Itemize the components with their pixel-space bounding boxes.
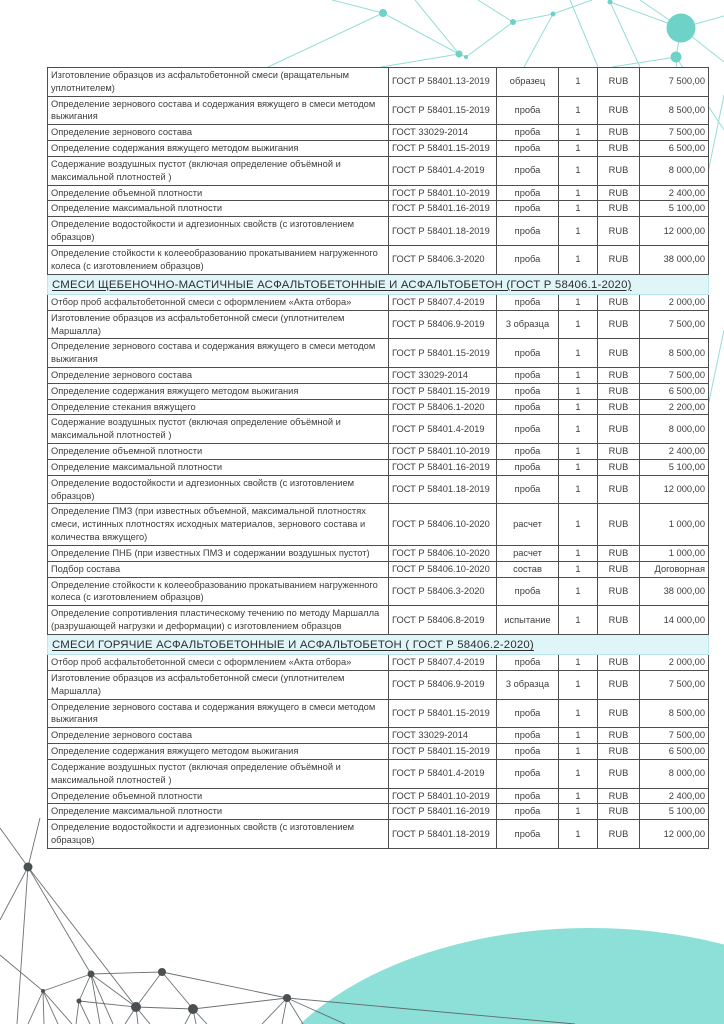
quantity-cell: 1 — [559, 294, 598, 310]
quantity-cell: 1 — [559, 156, 598, 185]
unit-cell: проба — [497, 245, 559, 274]
currency-cell: RUB — [598, 367, 640, 383]
currency-cell: RUB — [598, 545, 640, 561]
standard-cell: ГОСТ Р 58406.10-2020 — [389, 561, 497, 577]
standard-cell: ГОСТ Р 58401.18-2019 — [389, 475, 497, 504]
price-cell: 14 000,00 — [640, 606, 709, 635]
price-cell: 6 500,00 — [640, 141, 709, 157]
quantity-cell: 1 — [559, 399, 598, 415]
unit-cell: расчет — [497, 545, 559, 561]
unit-cell: 3 образца — [497, 670, 559, 699]
quantity-cell: 1 — [559, 606, 598, 635]
service-name-cell: Определение объемной плотности — [48, 444, 389, 460]
price-cell: 8 000,00 — [640, 415, 709, 444]
service-name-cell: Подбор состава — [48, 561, 389, 577]
quantity-cell: 1 — [559, 699, 598, 728]
service-name-cell: Отбор проб асфальтобетонной смеси с оформлением «Акта отбора» — [48, 294, 389, 310]
currency-cell: RUB — [598, 459, 640, 475]
service-name-cell: Определение зернового состава и содержания вяжущего в смеси методом выжигания — [48, 96, 389, 125]
standard-cell: ГОСТ Р 58401.4-2019 — [389, 759, 497, 788]
service-name-cell: Изготовление образцов из асфальтобетонной смеси (вращательным уплотнителем) — [48, 68, 389, 97]
table-row — [48, 185, 709, 201]
price-cell: 12 000,00 — [640, 820, 709, 849]
currency-cell: RUB — [598, 820, 640, 849]
unit-cell: испытание — [497, 606, 559, 635]
table-row — [48, 310, 709, 339]
unit-cell: проба — [497, 744, 559, 760]
table-row — [48, 699, 709, 728]
price-cell: 5 100,00 — [640, 201, 709, 217]
table-row — [48, 475, 709, 504]
currency-cell: RUB — [598, 759, 640, 788]
price-cell: 8 500,00 — [640, 96, 709, 125]
standard-cell: ГОСТ Р 58401.4-2019 — [389, 415, 497, 444]
table-row — [48, 399, 709, 415]
standard-cell: ГОСТ Р 58401.10-2019 — [389, 185, 497, 201]
price-cell: 8 500,00 — [640, 339, 709, 368]
currency-cell: RUB — [598, 245, 640, 274]
quantity-cell: 1 — [559, 561, 598, 577]
currency-cell: RUB — [598, 399, 640, 415]
unit-cell: проба — [497, 804, 559, 820]
quantity-cell: 1 — [559, 96, 598, 125]
standard-cell: ГОСТ Р 58407.4-2019 — [389, 655, 497, 671]
unit-cell: образец — [497, 68, 559, 97]
service-name-cell: Определение зернового состава и содержания вяжущего в смеси методом выжигания — [48, 339, 389, 368]
service-name-cell: Определение стойкости к колееобразованию прокатыванием нагруженного колеса (с изготовлением образцов) — [48, 245, 389, 274]
table-row — [48, 415, 709, 444]
table-row — [48, 96, 709, 125]
service-name-cell: Содержание воздушных пустот (включая определение объёмной и максимальной плотностей ) — [48, 156, 389, 185]
unit-cell: проба — [497, 820, 559, 849]
quantity-cell: 1 — [559, 475, 598, 504]
table-row — [48, 759, 709, 788]
table-row — [48, 788, 709, 804]
unit-cell: проба — [497, 655, 559, 671]
table-row — [48, 125, 709, 141]
price-cell: 2 400,00 — [640, 185, 709, 201]
quantity-cell: 1 — [559, 545, 598, 561]
unit-cell: проба — [497, 577, 559, 606]
table-row — [48, 655, 709, 671]
service-name-cell: Определение зернового состава — [48, 367, 389, 383]
quantity-cell: 1 — [559, 670, 598, 699]
standard-cell: ГОСТ Р 58401.18-2019 — [389, 820, 497, 849]
table-row — [48, 68, 709, 97]
price-cell: 7 500,00 — [640, 125, 709, 141]
price-cell: 1 000,00 — [640, 545, 709, 561]
price-cell: 8 000,00 — [640, 759, 709, 788]
table-row — [48, 217, 709, 246]
price-table — [47, 67, 709, 849]
currency-cell: RUB — [598, 185, 640, 201]
service-name-cell: Определение содержания вяжущего методом выжигания — [48, 383, 389, 399]
service-name-cell: Определение зернового состава и содержания вяжущего в смеси методом выжигания — [48, 699, 389, 728]
currency-cell: RUB — [598, 655, 640, 671]
table-row — [48, 804, 709, 820]
quantity-cell: 1 — [559, 820, 598, 849]
standard-cell: ГОСТ Р 58406.3-2020 — [389, 245, 497, 274]
price-cell: 7 500,00 — [640, 670, 709, 699]
service-name-cell: Определение водостойкости и адгезионных свойств (с изготовлением образцов) — [48, 217, 389, 246]
section-title: СМЕСИ ГОРЯЧИЕ АСФАЛЬТОБЕТОННЫЕ И АСФАЛЬТОБЕТОН ( ГОСТ Р 58406.2-2020) — [52, 638, 534, 651]
standard-cell: ГОСТ Р 58406.8-2019 — [389, 606, 497, 635]
unit-cell: проба — [497, 367, 559, 383]
price-cell: 2 400,00 — [640, 788, 709, 804]
service-name-cell: Определение стекания вяжущего — [48, 399, 389, 415]
price-cell: 7 500,00 — [640, 310, 709, 339]
quantity-cell: 1 — [559, 459, 598, 475]
table-row — [48, 245, 709, 274]
service-name-cell: Определение объемной плотности — [48, 185, 389, 201]
unit-cell: состав — [497, 561, 559, 577]
quantity-cell: 1 — [559, 68, 598, 97]
table-row — [48, 744, 709, 760]
standard-cell: ГОСТ 33029-2014 — [389, 728, 497, 744]
table-row — [48, 504, 709, 545]
quantity-cell: 1 — [559, 804, 598, 820]
price-cell: 38 000,00 — [640, 577, 709, 606]
currency-cell: RUB — [598, 606, 640, 635]
quantity-cell: 1 — [559, 655, 598, 671]
currency-cell: RUB — [598, 125, 640, 141]
standard-cell: ГОСТ Р 58401.16-2019 — [389, 804, 497, 820]
quantity-cell: 1 — [559, 141, 598, 157]
service-name-cell: Определение водостойкости и адгезионных свойств (с изготовлением образцов) — [48, 820, 389, 849]
currency-cell: RUB — [598, 475, 640, 504]
currency-cell: RUB — [598, 201, 640, 217]
quantity-cell: 1 — [559, 245, 598, 274]
service-name-cell: Определение объемной плотности — [48, 788, 389, 804]
price-cell: 6 500,00 — [640, 744, 709, 760]
quantity-cell: 1 — [559, 310, 598, 339]
section-title: СМЕСИ ЩЕБЕНОЧНО-МАСТИЧНЫЕ АСФАЛЬТОБЕТОННЫЕ И АСФАЛЬТОБЕТОН (ГОСТ Р 58406.1-2020) — [52, 278, 632, 291]
currency-cell: RUB — [598, 141, 640, 157]
price-cell: 8 500,00 — [640, 699, 709, 728]
quantity-cell: 1 — [559, 577, 598, 606]
unit-cell: проба — [497, 96, 559, 125]
table-row — [48, 367, 709, 383]
service-name-cell: Определение содержания вяжущего методом выжигания — [48, 744, 389, 760]
standard-cell: ГОСТ 33029-2014 — [389, 367, 497, 383]
standard-cell: ГОСТ Р 58401.15-2019 — [389, 744, 497, 760]
unit-cell: проба — [497, 728, 559, 744]
service-name-cell: Определение содержания вяжущего методом выжигания — [48, 141, 389, 157]
service-name-cell: Определение максимальной плотности — [48, 804, 389, 820]
quantity-cell: 1 — [559, 217, 598, 246]
table-row — [48, 670, 709, 699]
standard-cell: ГОСТ Р 58401.13-2019 — [389, 68, 497, 97]
unit-cell: проба — [497, 141, 559, 157]
standard-cell: ГОСТ Р 58401.16-2019 — [389, 459, 497, 475]
service-name-cell: Определение максимальной плотности — [48, 459, 389, 475]
currency-cell: RUB — [598, 294, 640, 310]
unit-cell: проба — [497, 788, 559, 804]
price-cell: 2 200,00 — [640, 399, 709, 415]
currency-cell: RUB — [598, 415, 640, 444]
price-cell: 38 000,00 — [640, 245, 709, 274]
service-name-cell: Изготовление образцов из асфальтобетонной смеси (уплотнителем Маршалла) — [48, 670, 389, 699]
standard-cell: ГОСТ Р 58401.15-2019 — [389, 699, 497, 728]
standard-cell: ГОСТ Р 58401.18-2019 — [389, 217, 497, 246]
currency-cell: RUB — [598, 96, 640, 125]
price-cell: 5 100,00 — [640, 459, 709, 475]
standard-cell: ГОСТ Р 58401.15-2019 — [389, 141, 497, 157]
standard-cell: ГОСТ Р 58406.10-2020 — [389, 545, 497, 561]
service-name-cell: Определение максимальной плотности — [48, 201, 389, 217]
section-header-cell — [48, 274, 709, 294]
unit-cell: 3 образца — [497, 310, 559, 339]
standard-cell: ГОСТ Р 58401.10-2019 — [389, 788, 497, 804]
quantity-cell: 1 — [559, 201, 598, 217]
section-header-row — [48, 274, 709, 294]
unit-cell: проба — [497, 415, 559, 444]
currency-cell: RUB — [598, 561, 640, 577]
unit-cell: проба — [497, 217, 559, 246]
table-row — [48, 820, 709, 849]
unit-cell: проба — [497, 759, 559, 788]
service-name-cell: Содержание воздушных пустот (включая определение объёмной и максимальной плотностей ) — [48, 415, 389, 444]
standard-cell: ГОСТ Р 58401.16-2019 — [389, 201, 497, 217]
quantity-cell: 1 — [559, 383, 598, 399]
unit-cell: проба — [497, 185, 559, 201]
currency-cell: RUB — [598, 68, 640, 97]
price-cell: Договорная — [640, 561, 709, 577]
currency-cell: RUB — [598, 444, 640, 460]
standard-cell: ГОСТ Р 58401.15-2019 — [389, 339, 497, 368]
price-cell: 8 000,00 — [640, 156, 709, 185]
standard-cell: ГОСТ Р 58406.1-2020 — [389, 399, 497, 415]
quantity-cell: 1 — [559, 744, 598, 760]
standard-cell: ГОСТ Р 58406.9-2019 — [389, 310, 497, 339]
service-name-cell: Изготовление образцов из асфальтобетонной смеси (уплотнителем Маршалла) — [48, 310, 389, 339]
table-row — [48, 383, 709, 399]
table-row — [48, 728, 709, 744]
standard-cell: ГОСТ Р 58407.4-2019 — [389, 294, 497, 310]
standard-cell: ГОСТ Р 58406.3-2020 — [389, 577, 497, 606]
price-cell: 1 000,00 — [640, 504, 709, 545]
quantity-cell: 1 — [559, 125, 598, 141]
price-cell: 7 500,00 — [640, 728, 709, 744]
currency-cell: RUB — [598, 504, 640, 545]
currency-cell: RUB — [598, 728, 640, 744]
quantity-cell: 1 — [559, 788, 598, 804]
price-cell: 6 500,00 — [640, 383, 709, 399]
quantity-cell: 1 — [559, 444, 598, 460]
service-name-cell: Определение сопротивления пластическому течению по методу Маршалла (разрушающей нагрузки и деформации) с изготовлением образцов — [48, 606, 389, 635]
service-name-cell: Определение ПНБ (при известных ПМЗ и содержании воздушных пустот) — [48, 545, 389, 561]
table-row — [48, 545, 709, 561]
standard-cell: ГОСТ Р 58401.15-2019 — [389, 383, 497, 399]
service-name-cell: Содержание воздушных пустот (включая определение объёмной и максимальной плотностей ) — [48, 759, 389, 788]
standard-cell: ГОСТ Р 58401.4-2019 — [389, 156, 497, 185]
standard-cell: ГОСТ Р 58401.10-2019 — [389, 444, 497, 460]
currency-cell: RUB — [598, 804, 640, 820]
teal-ellipse-decoration — [245, 928, 724, 1024]
quantity-cell: 1 — [559, 759, 598, 788]
unit-cell: проба — [497, 294, 559, 310]
table-row — [48, 561, 709, 577]
standard-cell: ГОСТ Р 58406.10-2020 — [389, 504, 497, 545]
currency-cell: RUB — [598, 744, 640, 760]
unit-cell: проба — [497, 399, 559, 415]
service-name-cell: Отбор проб асфальтобетонной смеси с оформлением «Акта отбора» — [48, 655, 389, 671]
quantity-cell: 1 — [559, 185, 598, 201]
unit-cell: проба — [497, 125, 559, 141]
unit-cell: проба — [497, 201, 559, 217]
standard-cell: ГОСТ 33029-2014 — [389, 125, 497, 141]
currency-cell: RUB — [598, 339, 640, 368]
service-name-cell: Определение зернового состава — [48, 728, 389, 744]
table-row — [48, 339, 709, 368]
price-cell: 2 400,00 — [640, 444, 709, 460]
currency-cell: RUB — [598, 670, 640, 699]
currency-cell: RUB — [598, 383, 640, 399]
table-row — [48, 577, 709, 606]
table-row — [48, 156, 709, 185]
unit-cell: проба — [497, 156, 559, 185]
quantity-cell: 1 — [559, 415, 598, 444]
currency-cell: RUB — [598, 310, 640, 339]
quantity-cell: 1 — [559, 367, 598, 383]
standard-cell: ГОСТ Р 58406.9-2019 — [389, 670, 497, 699]
unit-cell: проба — [497, 475, 559, 504]
price-cell: 2 000,00 — [640, 294, 709, 310]
table-row — [48, 141, 709, 157]
price-cell: 12 000,00 — [640, 217, 709, 246]
quantity-cell: 1 — [559, 339, 598, 368]
section-header-row — [48, 634, 709, 654]
price-cell: 7 500,00 — [640, 367, 709, 383]
unit-cell: проба — [497, 444, 559, 460]
unit-cell: проба — [497, 339, 559, 368]
service-name-cell: Определение стойкости к колееобразованию прокатыванием нагруженного колеса (с изготовлением образцов) — [48, 577, 389, 606]
unit-cell: проба — [497, 459, 559, 475]
price-cell: 12 000,00 — [640, 475, 709, 504]
unit-cell: расчет — [497, 504, 559, 545]
price-cell: 7 500,00 — [640, 68, 709, 97]
standard-cell: ГОСТ Р 58401.15-2019 — [389, 96, 497, 125]
table-row — [48, 444, 709, 460]
service-name-cell: Определение зернового состава — [48, 125, 389, 141]
currency-cell: RUB — [598, 577, 640, 606]
price-cell: 2 000,00 — [640, 655, 709, 671]
currency-cell: RUB — [598, 699, 640, 728]
price-cell: 5 100,00 — [640, 804, 709, 820]
table-row — [48, 606, 709, 635]
quantity-cell: 1 — [559, 728, 598, 744]
unit-cell: проба — [497, 383, 559, 399]
table-row — [48, 294, 709, 310]
service-name-cell: Определение водостойкости и адгезионных свойств (с изготовлением образцов) — [48, 475, 389, 504]
currency-cell: RUB — [598, 156, 640, 185]
service-name-cell: Определение ПМЗ (при известных объемной, максимальной плотностях смеси, истинных плотностях исходных материалов, зернового состава и количества вяжущего) — [48, 504, 389, 545]
table-row — [48, 201, 709, 217]
section-header-cell — [48, 634, 709, 654]
quantity-cell: 1 — [559, 504, 598, 545]
table-row — [48, 459, 709, 475]
currency-cell: RUB — [598, 217, 640, 246]
currency-cell: RUB — [598, 788, 640, 804]
unit-cell: проба — [497, 699, 559, 728]
price-table-body — [48, 68, 709, 849]
